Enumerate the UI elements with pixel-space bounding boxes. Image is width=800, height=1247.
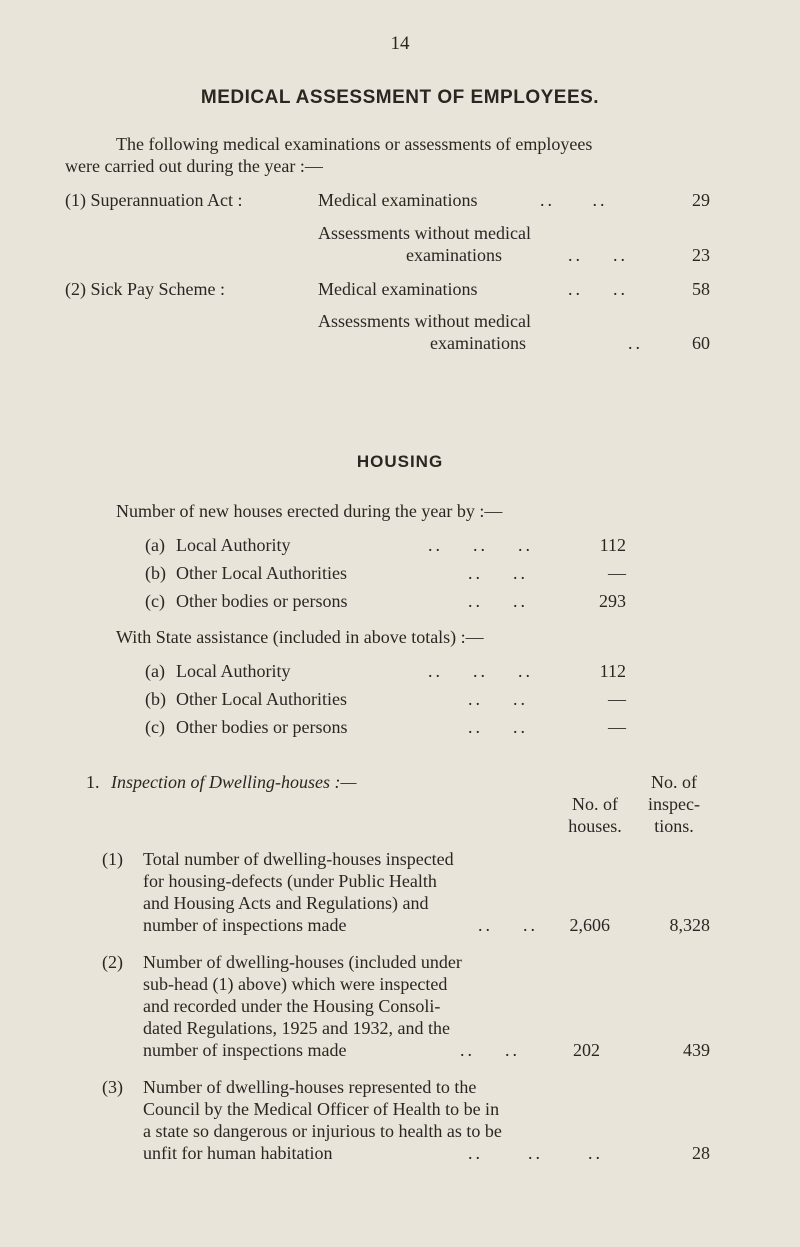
item-number: (2) xyxy=(102,952,123,972)
list-value: 293 xyxy=(599,591,626,611)
leader-dots: .. .. xyxy=(468,689,528,709)
item-text: unfit for human habitation xyxy=(143,1143,333,1163)
list-key: (a) xyxy=(145,535,165,555)
inspection-heading: Inspection of Dwelling-houses :— xyxy=(111,772,357,792)
col-houses-header: No. of xyxy=(572,794,618,814)
col-inspections-header-cont: inspec- xyxy=(648,794,700,814)
houses-value: 202 xyxy=(573,1040,600,1060)
intro-text-cont: were carried out during the year :— xyxy=(65,156,323,176)
list-key: (c) xyxy=(145,717,165,737)
item-text: and Housing Acts and Regulations) and xyxy=(143,893,429,913)
item-text: sub-head (1) above) which were inspected xyxy=(143,974,448,994)
list-value: 112 xyxy=(599,535,626,555)
inspections-value: 8,328 xyxy=(669,915,710,935)
col-inspections-header: No. of xyxy=(651,772,697,792)
row-value: 23 xyxy=(692,245,710,265)
item-text: number of inspections made xyxy=(143,915,347,935)
inspection-number: 1. xyxy=(86,772,100,792)
leader-dots: .. .. .. xyxy=(468,1143,603,1163)
leader-dots: .. .. xyxy=(468,563,528,583)
list-key: (b) xyxy=(145,563,166,583)
leader-dots: .. xyxy=(628,333,643,353)
leader-dots: .. .. xyxy=(460,1040,520,1060)
leader-dots: .. .. xyxy=(540,190,608,210)
item-number: (3) xyxy=(102,1077,123,1097)
row-value: 60 xyxy=(692,333,710,353)
row-label: Medical examinations xyxy=(318,279,478,299)
item-text: dated Regulations, 1925 and 1932, and the xyxy=(143,1018,450,1038)
item-text: Total number of dwelling-houses inspected xyxy=(143,849,454,869)
row-label: Assessments without medical xyxy=(318,223,531,243)
list-label: Other bodies or persons xyxy=(176,591,348,611)
row-value: 29 xyxy=(692,190,710,210)
col-houses-header-cont: houses. xyxy=(568,816,622,836)
leader-dots: .. .. .. xyxy=(428,661,533,681)
sick-pay-label: (2) Sick Pay Scheme : xyxy=(65,279,225,299)
inspections-value: 439 xyxy=(683,1040,710,1060)
list-label: Other Local Authorities xyxy=(176,563,347,583)
page-number: 14 xyxy=(390,33,410,54)
state-intro: With State assistance (included in above totals) :— xyxy=(116,627,484,647)
col-inspections-header-cont2: tions. xyxy=(654,816,694,836)
leader-dots: .. .. xyxy=(478,915,538,935)
item-text: and recorded under the Housing Consoli- xyxy=(143,996,441,1016)
leader-dots: .. .. xyxy=(468,717,528,737)
item-text: Number of dwelling-houses represented to the xyxy=(143,1077,477,1097)
list-label: Local Authority xyxy=(176,661,291,681)
item-text: Council by the Medical Officer of Health to be in xyxy=(143,1099,500,1119)
list-label: Local Authority xyxy=(176,535,291,555)
item-text: for housing-defects (under Public Health xyxy=(143,871,437,891)
item-text: number of inspections made xyxy=(143,1040,347,1060)
leader-dots: .. .. xyxy=(468,591,528,611)
list-label: Other Local Authorities xyxy=(176,689,347,709)
list-key: (c) xyxy=(145,591,165,611)
row-value: 58 xyxy=(692,279,710,299)
new-houses-intro: Number of new houses erected during the year by :— xyxy=(116,501,503,521)
list-key: (b) xyxy=(145,689,166,709)
list-value: — xyxy=(608,689,626,709)
list-key: (a) xyxy=(145,661,165,681)
item-number: (1) xyxy=(102,849,123,869)
section-title-medical: MEDICAL ASSESSMENT OF EMPLOYEES. xyxy=(200,87,600,108)
item-text: a state so dangerous or injurious to health as to be xyxy=(143,1121,502,1141)
leader-dots: .. .. .. xyxy=(428,535,533,555)
leader-dots: .. .. xyxy=(568,279,628,299)
list-value: — xyxy=(608,717,626,737)
row-label: Assessments without medical xyxy=(318,311,531,331)
inspections-value: 28 xyxy=(692,1143,710,1163)
list-value: — xyxy=(608,563,626,583)
row-label-cont: examinations xyxy=(430,333,526,353)
list-value: 112 xyxy=(599,661,626,681)
row-label: Medical examinations xyxy=(318,190,478,210)
leader-dots: .. .. xyxy=(568,245,628,265)
superannuation-label: (1) Superannuation Act : xyxy=(65,190,243,210)
list-label: Other bodies or persons xyxy=(176,717,348,737)
houses-value: 2,606 xyxy=(569,915,610,935)
row-label-cont: examinations xyxy=(406,245,502,265)
intro-text: The following medical examinations or assessments of employees xyxy=(116,134,593,154)
section-title-housing: HOUSING xyxy=(356,452,444,471)
item-text: Number of dwelling-houses (included under xyxy=(143,952,462,972)
